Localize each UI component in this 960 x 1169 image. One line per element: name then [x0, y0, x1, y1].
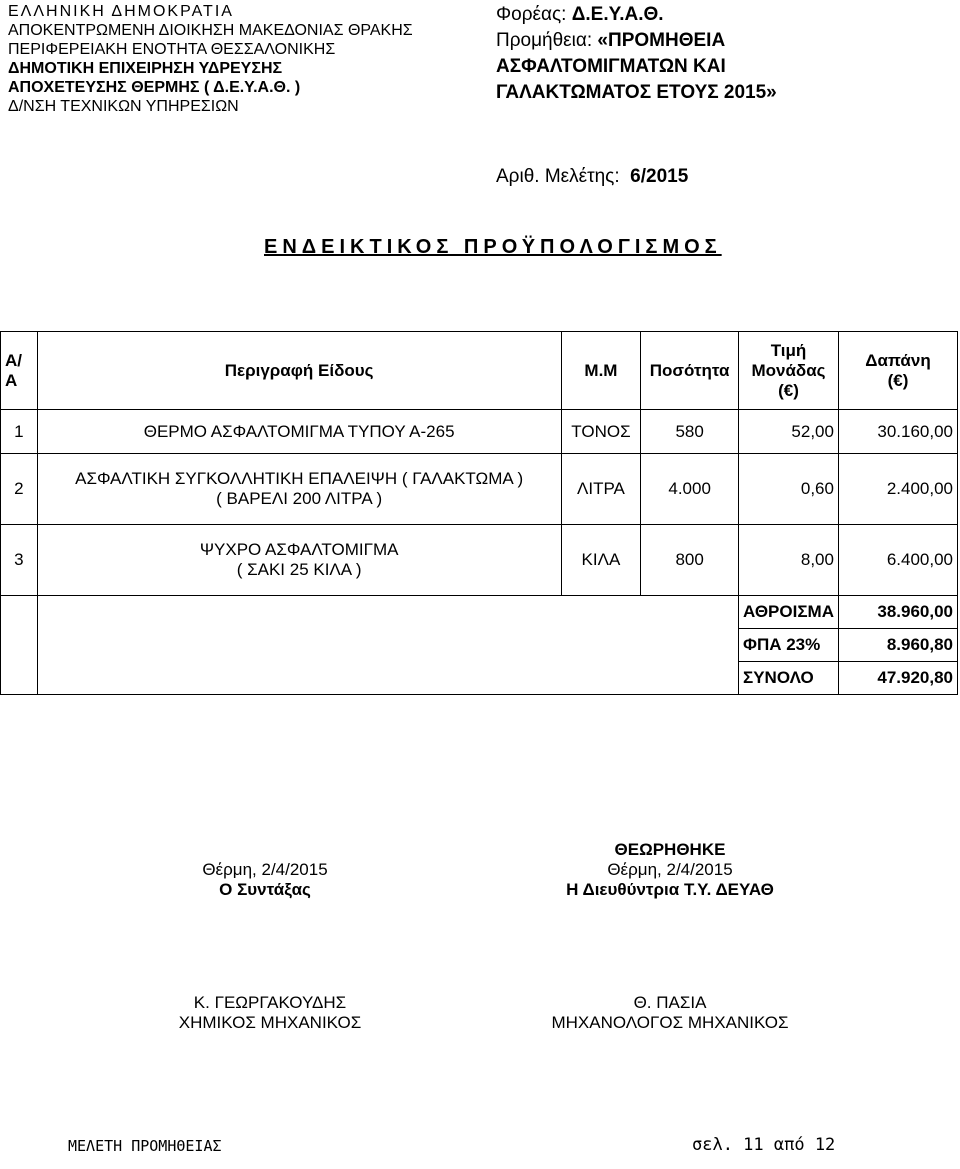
footer-document-name: ΜΕΛΕΤΗ ΠΡΟΜΗΘΕΙΑΣ	[68, 1137, 222, 1155]
agency-label: Φορέας:	[496, 4, 567, 25]
supply-header	[496, 2, 777, 106]
row-aa: 2	[1, 454, 38, 525]
agency-value: Δ.Ε.Υ.Α.Θ.	[571, 4, 664, 25]
sum-label: ΑΘΡΟΙΣΜΑ	[739, 596, 839, 629]
row-cost: 6.400,00	[838, 525, 957, 596]
director-name: Θ. ΠΑΣΙΑ	[633, 993, 707, 1012]
director-role: Η Διευθύντρια Τ.Υ. ΔΕΥΑΘ	[566, 880, 774, 899]
row-quantity: 580	[641, 410, 739, 454]
header-line-directorate: Δ/ΝΣΗ ΤΕΧΝΙΚΩΝ ΥΠΗΡΕΣΙΩΝ	[8, 98, 239, 115]
approved-label: ΘΕΩΡΗΘΗΚΕ	[614, 840, 726, 859]
author-role: Ο Συντάξας	[219, 880, 311, 899]
author-title: ΧΗΜΙΚΟΣ ΜΗΧΑΝΙΚΟΣ	[178, 1013, 362, 1032]
header-cost-line2: (€)	[887, 370, 909, 390]
row-description-line2: ( ΒΑΡΕΛΙ 200 ΛΙΤΡΑ )	[216, 489, 383, 508]
row-description: ΘΕΡΜΟ ΑΣΦΑΛΤΟΜΙΓΜΑ ΤΥΠΟΥ Α-265	[37, 410, 561, 454]
row-description-line2: ( ΣΑΚΙ 25 ΚΙΛΑ )	[236, 560, 362, 579]
total-row-sum	[1, 596, 958, 629]
row-cost: 30.160,00	[838, 410, 957, 454]
totals-spacer	[37, 596, 738, 695]
row-description-line1: ΨΥΧΡΟ ΑΣΦΑΛΤΟΜΙΓΜΑ	[199, 540, 399, 559]
row-unit: ΛΙΤΡΑ	[561, 454, 641, 525]
header-line-regional-unit: ΠΕΡΙΦΕΡΕΙΑΚΗ ΕΝΟΤΗΤΑ ΘΕΣΣΑΛΟΝΙΚΗΣ	[8, 41, 336, 58]
supply-value-1: «ΠΡΟΜΗΘΕΙΑ	[597, 30, 726, 51]
study-label: Αριθ. Μελέτης:	[496, 166, 620, 187]
budget-table	[0, 331, 958, 695]
header-aa: Α/Α	[1, 332, 38, 410]
header-line-enterprise: ΔΗΜΟΤΙΚΗ ΕΠΙΧΕΙΡΗΣΗ ΥΔΡΕΥΣΗΣ	[8, 60, 283, 77]
table-row	[1, 454, 958, 525]
table-row	[1, 525, 958, 596]
supply-value-2: ΑΣΦΑΛΤΟΜΙΓΜΑΤΩΝ ΚΑΙ	[496, 56, 726, 77]
row-unit-price: 52,00	[739, 410, 839, 454]
author-name-block	[110, 993, 430, 1033]
director-signature-block	[520, 840, 820, 900]
header-unit-price	[739, 332, 839, 410]
row-cost: 2.400,00	[838, 454, 957, 525]
row-quantity: 800	[641, 525, 739, 596]
header-line-enterprise-2: ΑΠΟΧΕΤΕΥΣΗΣ ΘΕΡΜΗΣ ( Δ.Ε.Υ.Α.Θ. )	[8, 79, 301, 96]
row-description-line1: ΑΣΦΑΛΤΙΚΗ ΣΥΓΚΟΛΛΗΤΙΚΗ ΕΠΑΛΕΙΨΗ ( ΓΑΛΑΚΤΩΜΑ )	[75, 469, 524, 488]
row-description	[37, 525, 561, 596]
row-unit-price: 0,60	[739, 454, 839, 525]
author-date: Θέρμη, 2/4/2015	[202, 860, 328, 879]
document-title: ΕΝΔΕΙΚΤΙΚΟΣ ΠΡΟΫΠΟΛΟΓΙΣΜΟΣ	[264, 236, 722, 258]
vat-label: ΦΠΑ 23%	[739, 629, 839, 662]
header-unit: Μ.Μ	[561, 332, 641, 410]
totals-spacer-aa	[1, 596, 38, 695]
director-name-block	[510, 993, 830, 1033]
sum-value: 38.960,00	[838, 596, 957, 629]
total-value: 47.920,80	[838, 662, 957, 695]
supply-label: Προμήθεια:	[496, 30, 593, 51]
header-unit-price-line3: (€)	[778, 380, 799, 400]
author-signature-block	[130, 860, 400, 900]
header-line-administration: ΑΠΟΚΕΝΤΡΩΜΕΝΗ ΔΙΟΙΚΗΣΗ ΜΑΚΕΔΟΝΙΑΣ ΘΡΑΚΗΣ	[8, 22, 413, 39]
supply-line	[496, 28, 777, 54]
author-name: Κ. ΓΕΩΡΓΑΚΟΥΔΗΣ	[193, 993, 347, 1012]
row-unit-price: 8,00	[739, 525, 839, 596]
row-unit: ΚΙΛΑ	[561, 525, 641, 596]
header-unit-price-line2: Μονάδας	[751, 360, 826, 380]
study-value: 6/2015	[630, 166, 689, 187]
header-quantity: Ποσότητα	[641, 332, 739, 410]
row-aa: 3	[1, 525, 38, 596]
total-label: ΣΥΝΟΛΟ	[739, 662, 839, 695]
table-row	[1, 410, 958, 454]
study-number	[496, 166, 688, 188]
row-description	[37, 454, 561, 525]
header-description: Περιγραφή Είδους	[37, 332, 561, 410]
header-line-republic: ΕΛΛΗΝΙΚΗ ΔΗΜΟΚΡΑΤΙΑ	[8, 3, 234, 20]
footer-page-number: σελ. 11 από 12	[692, 1135, 836, 1155]
issuer-header	[8, 2, 413, 116]
vat-value: 8.960,80	[838, 629, 957, 662]
table-header-row	[1, 332, 958, 410]
director-date: Θέρμη, 2/4/2015	[607, 860, 733, 879]
header-unit-price-line1: Τιμή	[770, 340, 807, 360]
agency-line	[496, 2, 777, 28]
row-aa: 1	[1, 410, 38, 454]
row-unit: ΤΟΝΟΣ	[561, 410, 641, 454]
director-title: ΜΗΧΑΝΟΛΟΓΟΣ ΜΗΧΑΝΙΚΟΣ	[551, 1013, 789, 1032]
row-quantity: 4.000	[641, 454, 739, 525]
header-cost	[838, 332, 957, 410]
header-cost-line1: Δαπάνη	[865, 350, 931, 370]
supply-value-3: ΓΑΛΑΚΤΩΜΑΤΟΣ ΕΤΟΥΣ 2015»	[496, 82, 777, 103]
